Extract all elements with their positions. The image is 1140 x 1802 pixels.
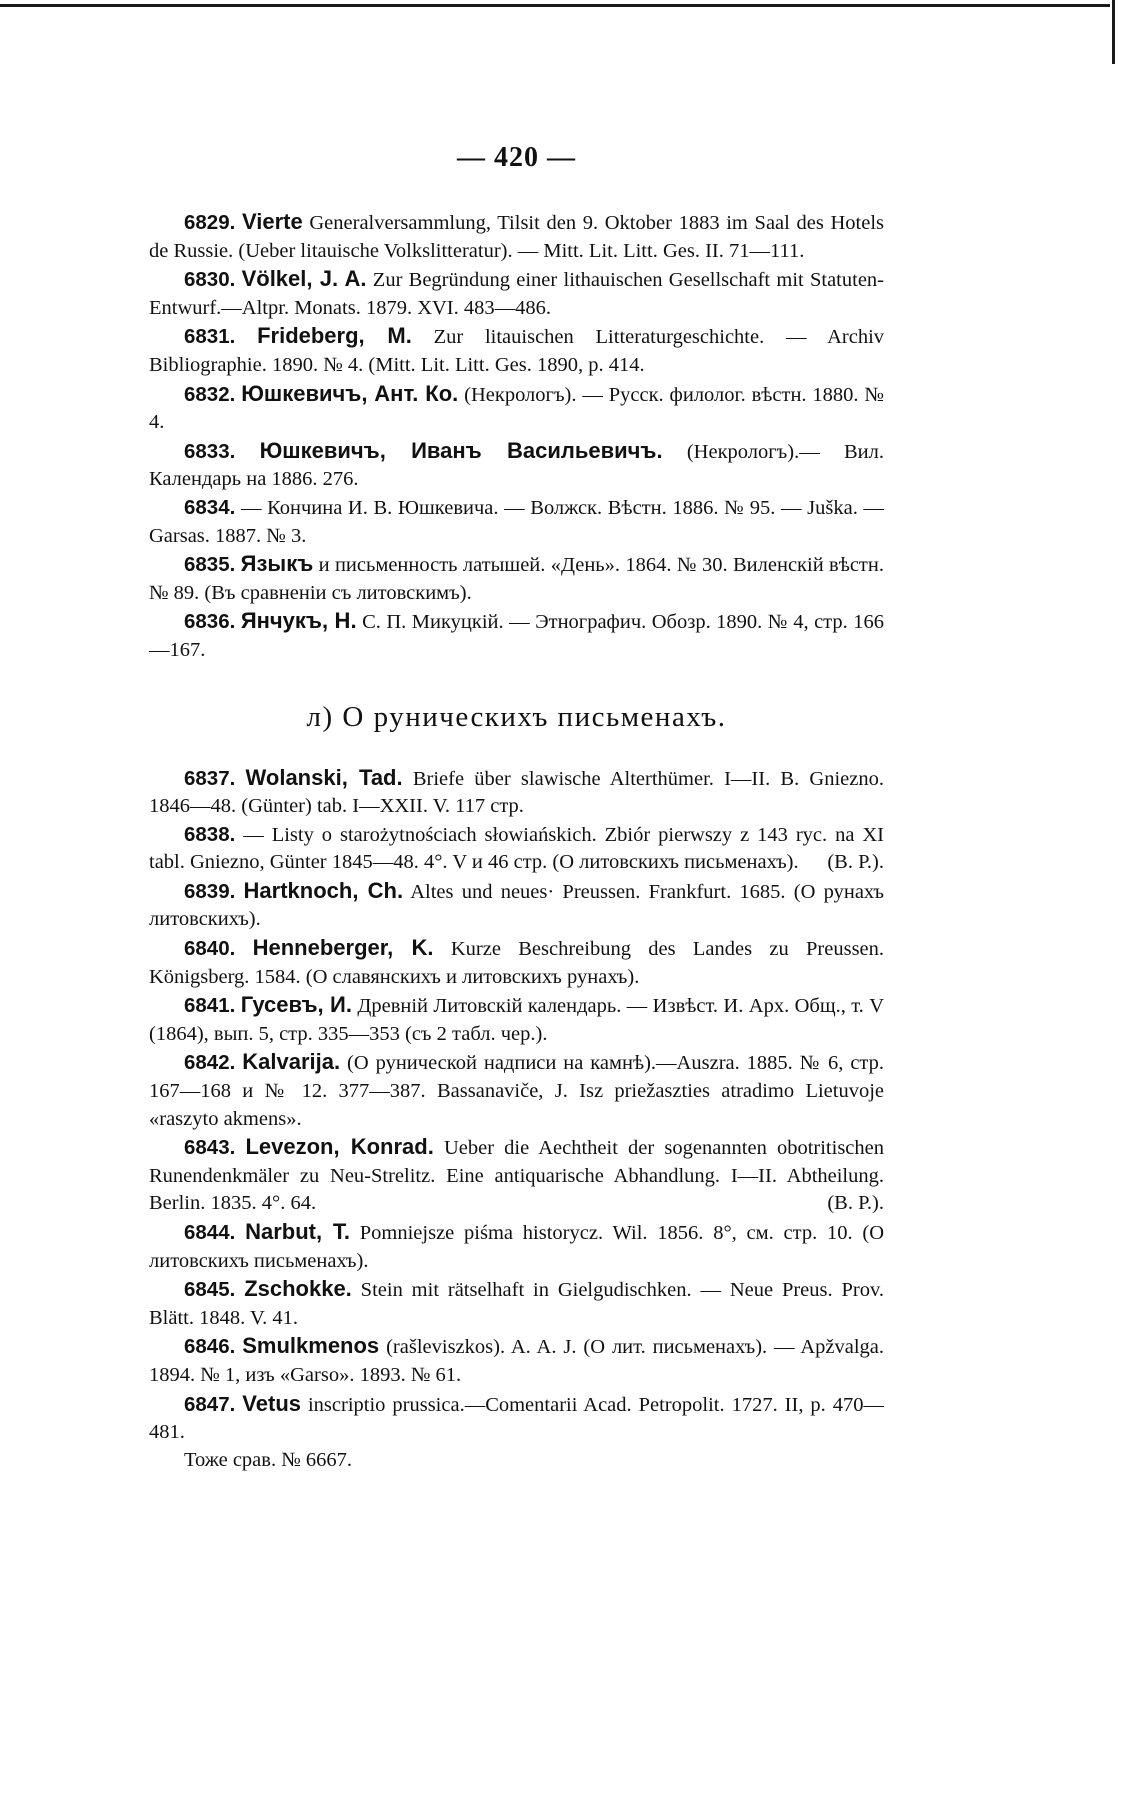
- book-page: [149, 142, 884, 1474]
- entry-heading: Völkel, J. A.: [241, 266, 367, 292]
- entry-heading: Kalvarija.: [242, 1049, 341, 1075]
- entry-number: 6843.: [184, 1136, 236, 1160]
- entry-text: (rašleviszkos). A. A. J. (О лит. письменахъ). — Apžvalga. 1894. № 1, изъ «Garso». 1893. № 61.: [149, 1336, 885, 1386]
- entry-heading: Языкъ: [240, 551, 314, 577]
- bibliography-entry: [149, 494, 884, 550]
- bibliography-entry: [149, 1275, 884, 1332]
- top-scan-rule: [0, 4, 1110, 7]
- entry-text: Zur Begründung einer lithauischen Gesellschaft mit Statuten-Entwurf.—Altpr. Monats. 1879. XVI. 483—486.: [149, 269, 884, 319]
- entry-heading: Vierte: [241, 209, 303, 234]
- entry-number: 6842.: [184, 1051, 236, 1075]
- bibliography-entry: [149, 991, 884, 1048]
- entry-heading: Frideberg, M.: [257, 323, 412, 349]
- entry-text: — Listy o starożytnościach słowiańskich. Zbiór pierwszy z 143 ryc. na XI tabl. Gniezno, Günter 1845—48. 4°. V и 46 стр. (О литовскихъ письменахъ).: [149, 823, 884, 874]
- entry-heading: Vetus: [242, 1390, 301, 1416]
- page-number: — 420 —: [457, 142, 576, 173]
- bibliography-entry: [149, 607, 884, 664]
- bibliography-entry: [149, 322, 884, 379]
- bibliography-entry: [149, 1218, 884, 1275]
- entry-heading: Zschokke.: [244, 1276, 352, 1302]
- entry-text: Pomniejsze piśma historycz. Wil. 1856. 8°, см. стр. 10. (О литовскихъ письменахъ).: [149, 1222, 885, 1272]
- entry-number: 6840.: [184, 937, 236, 961]
- entries-top: [149, 208, 884, 665]
- entry-heading: Narbut, T.: [245, 1219, 350, 1244]
- entry-number: 6834.: [184, 495, 236, 519]
- entry-number: 6829.: [184, 211, 236, 234]
- entry-number: 6835.: [184, 553, 236, 577]
- entry-text: Kurze Beschreibung des Landes zu Preussen. Königsberg. 1584. (О славянскихъ и литовскихъ рунахъ).: [149, 938, 885, 988]
- entry-number: 6845.: [184, 1278, 236, 1302]
- entries-bottom: [149, 764, 884, 1447]
- entry-heading: Smulkmenos: [242, 1333, 380, 1359]
- entry-number: 6833.: [184, 439, 236, 463]
- entry-text: inscriptio prussica.—Comentarii Acad. Petropolit. 1727. II, p. 470—481.: [149, 1393, 885, 1444]
- bibliography-entry: [149, 1133, 884, 1218]
- bibliography-entry: [149, 1390, 884, 1447]
- entry-number: 6832.: [184, 382, 236, 406]
- bibliography-entry: [149, 1332, 884, 1389]
- entry-number: 6844.: [184, 1221, 236, 1244]
- entry-heading: Henneberger, K.: [252, 935, 434, 961]
- entry-heading: Levezon, Konrad.: [245, 1134, 434, 1160]
- entry-number: 6830.: [184, 268, 236, 292]
- section-title: л) О руническихъ письменахъ.: [306, 700, 727, 733]
- entry-number: 6839.: [184, 879, 236, 903]
- bibliography-entry: [149, 934, 884, 991]
- entry-text: С. П. Микуцкій. — Этнографич. Обозр. 1890. № 4, стр. 166—167.: [149, 611, 885, 661]
- entry-text: Altes und neues· Preussen. Frankfurt. 1685. (О рунахъ литовскихъ).: [149, 880, 884, 931]
- entry-heading: Янчукъ, Н.: [240, 608, 357, 634]
- entry-text: Ueber die Aechtheit der sogenannten obotritischen Runendenkmäler zu Neu-Strelitz. Eine antiquarische Abhandlung. I—II. Abtheilung. Berlin. 1835. 4°. 64.: [149, 1137, 885, 1215]
- bibliography-entry: [149, 877, 884, 934]
- entry-heading: Юшкевичъ, Иванъ Васильевичъ.: [259, 437, 663, 463]
- bibliography-entry: [149, 380, 884, 437]
- entry-text: Zur litauischen Litteraturgeschichte. — Archiv Bibliographie. 1890. № 4. (Mitt. Lit. Litt. Ges. 1890, p. 414.: [149, 326, 885, 376]
- bibliography-entry: [149, 208, 884, 265]
- entry-heading: Wolanski, Tad.: [245, 764, 403, 790]
- closing-note: Тоже срав. № 6667.: [184, 1448, 353, 1471]
- bibliography-entry: [149, 821, 884, 877]
- bibliography-entry: [149, 550, 884, 607]
- entry-text: (О рунической надписи на камнѣ).—Auszra. 1885. № 6, стр. 167—168 и № 12. 377—387. Bassanaviče, J. Isz priežaszties atradimo Lietuvoje «raszyto akmens».: [149, 1052, 885, 1130]
- entry-number: 6837.: [184, 766, 236, 790]
- right-scan-rule: [1112, 0, 1115, 64]
- entry-number: 6838.: [184, 822, 236, 846]
- entry-text: (Некрологъ). — Русск. филолог. вѣстн. 1880. № 4.: [149, 383, 884, 434]
- entry-source-note: (В. Р.).: [827, 1192, 884, 1215]
- bibliography-entry: [149, 437, 884, 494]
- bibliography-entry: [149, 764, 884, 821]
- entry-text: Briefe über slawische Alterthümer. I—II. B. Gniezno. 1846—48. (Günter) tab. I—XXII. V. 117 стр.: [149, 767, 885, 818]
- entry-source-note: (В. Р.).: [827, 851, 884, 874]
- entry-text: Древній Литовскій календарь. — Извѣст. И. Арх. Общ., т. V (1864), вып. 5, стр. 335—353 (съ 2 табл. чер.).: [149, 995, 885, 1045]
- entry-heading: Гусевъ, И.: [240, 992, 352, 1018]
- entry-number: 6847.: [184, 1392, 236, 1416]
- entry-number: 6831.: [184, 325, 236, 349]
- entry-text: Stein mit rätselhaft in Gielgudischken. — Neue Preus. Prov. Blätt. 1848. V. 41.: [149, 1279, 885, 1329]
- entry-heading: Юшкевичъ, Ант. Ко.: [241, 380, 459, 406]
- entry-number: 6841.: [184, 994, 236, 1018]
- entry-number: 6836.: [184, 610, 236, 634]
- bibliography-entry: [149, 1048, 884, 1133]
- entry-number: 6846.: [184, 1335, 236, 1359]
- entry-text: Generalversammlung, Tilsit den 9. Oktober 1883 im Saal des Hotels de Russie. (Ueber litauische Volkslitteratur). — Mitt. Lit. Litt. Ges. II. 71—111.: [149, 212, 884, 262]
- entry-text: и письменность латышей. «День». 1864. № 30. Виленскій вѣстн. № 89. (Въ сравненіи съ литовскимъ).: [149, 554, 884, 604]
- entry-heading: Hartknoch, Ch.: [243, 877, 404, 903]
- entry-text: — Кончина И. В. Юшкевича. — Волжск. Вѣстн. 1886. № 95. — Juška. — Garsas. 1887. № 3.: [149, 496, 884, 547]
- entry-text: (Некрологъ).— Вил. Календарь на 1886. 276.: [149, 440, 884, 491]
- bibliography-entry: [149, 265, 884, 322]
